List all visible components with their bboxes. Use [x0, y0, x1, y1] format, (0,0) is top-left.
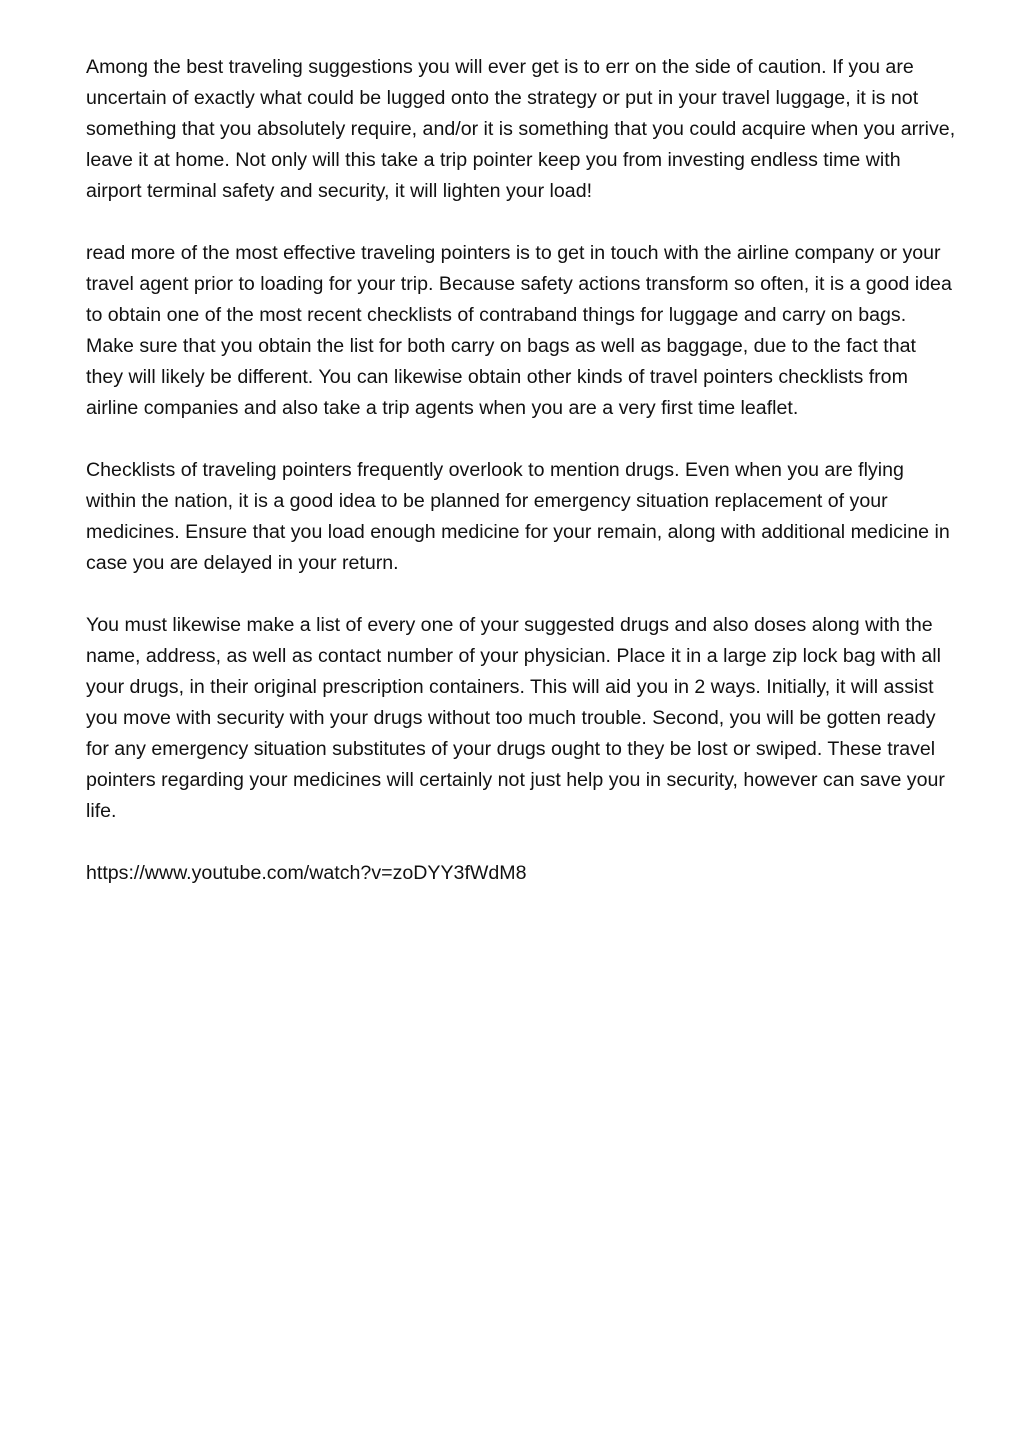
- paragraph-3: Checklists of traveling pointers frequently overlook to mention drugs. Even when you are flying within the nation, it is a good idea to be planned for emergency situation replacement of your medicines. Ensure that you load enough medicine for your remain, along with additional medicine in case you are delayed in your return.: [86, 459, 950, 574]
- paragraph-4: You must likewise make a list of every one of your suggested drugs and also doses along with the name, address, as well as contact number of your physician. Place it in a large zip lock bag with all your drugs, in their original prescription containers. This will aid you in 2 ways. Initially, it will assist you move with security with your drugs without too much trouble. Second, you will be gotten ready for any emergency situation substitutes of your drugs ought to they be lost or swiped. These travel pointers regarding your medicines will certainly not just help you in security, however can save your life.: [86, 614, 945, 822]
- paragraph-2: read more of the most effective traveling pointers is to get in touch with the airline company or your travel agent prior to loading for your trip. Because safety actions transform so often, it is a good idea to obtain one of the most recent checklists of contraband things for luggage and carry on bags. Make sure that you obtain the list for both carry on bags as well as baggage, due to the fact that they will likely be different. You can likewise obtain other kinds of travel pointers checklists from airline companies and also take a trip agents when you are a very first time leaflet.: [86, 242, 952, 419]
- document-body: [86, 52, 956, 889]
- paragraph-1: Among the best traveling suggestions you will ever get is to err on the side of caution. If you are uncertain of exactly what could be lugged onto the strategy or put in your travel luggage, it is not something that you absolutely require, and/or it is something that you could acquire when you arrive, leave it at home. Not only will this take a trip pointer keep you from investing endless time with airport terminal safety and security, it will lighten your load!: [86, 56, 956, 202]
- youtube-link: https://www.youtube.com/watch?v=zoDYY3fWdM8: [86, 862, 527, 884]
